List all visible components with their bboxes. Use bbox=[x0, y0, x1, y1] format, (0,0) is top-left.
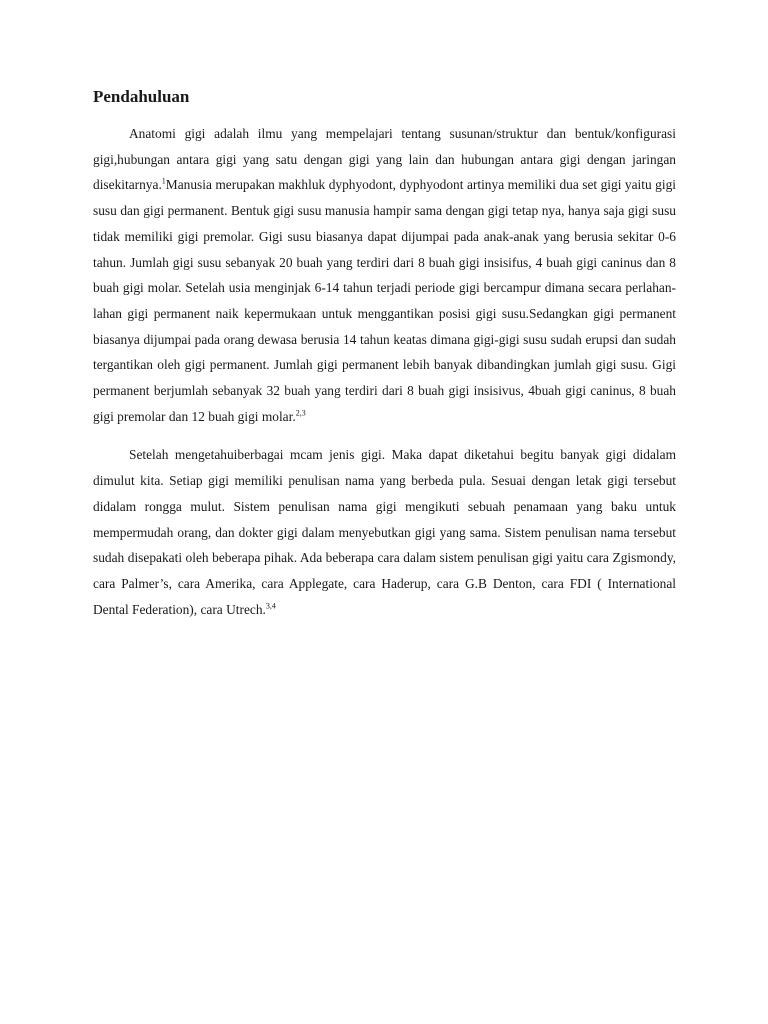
citation-1: 1 bbox=[161, 176, 166, 186]
paragraph-1-text-a: Anatomi gigi adalah ilmu yang mempelajari tentang susunan/struktur dan bentuk/konfigurasi gigi,hubungan antara gigi yang satu dengan gigi yang lain dan hubungan antara gigi dengan jaringan disekitarnya. bbox=[93, 126, 676, 193]
citation-3: 3,4 bbox=[265, 601, 276, 611]
paragraph-1 bbox=[93, 121, 676, 429]
paragraph-2 bbox=[93, 442, 676, 622]
paragraph-1-text-b: Manusia merupakan makhluk dyphyodont, dyphyodont artinya memiliki dua set gigi yaitu gigi susu dan gigi permanent. Bentuk gigi susu manusia hampir sama dengan gigi tetap nya, hanya saja gigi susu tidak memiliki gigi premolar. Gigi susu biasanya dapat dijumpai pada anak-anak yang berusia sekitar 0-6 tahun. Jumlah gigi susu sebanyak 20 buah yang terdiri dari 8 buah gigi insisifus, 4 buah gigi caninus dan 8 buah gigi molar. Setelah usia menginjak 6-14 tahun terjadi periode gigi bercampur dimana secara perlahan-lahan gigi permanent naik kepermukaan untuk menggantikan posisi gigi susu.Sedangkan gigi permanent biasanya dijumpai pada orang dewasa berusia 14 tahun keatas dimana gigi-gigi susu sudah erupsi dan sudah tergantikan oleh gigi permanent. Jumlah gigi permanent lebih banyak dibandingkan jumlah gigi susu. Gigi permanent berjumlah sebanyak 32 buah yang terdiri dari 8 buah gigi insisivus, 4buah gigi caninus, 8 buah gigi premolar dan 12 buah gigi molar. bbox=[93, 177, 676, 424]
document-page bbox=[93, 86, 676, 622]
citation-2: 2,3 bbox=[295, 408, 306, 418]
section-heading: Pendahuluan bbox=[93, 87, 190, 106]
paragraph-2-text: Setelah mengetahuiberbagai mcam jenis gigi. Maka dapat diketahui begitu banyak gigi didalam dimulut kita. Setiap gigi memiliki penulisan nama yang berbeda pula. Sesuai dengan letak gigi tersebut didalam rongga mulut. Sistem penulisan nama gigi mengikuti sebuah penamaan yang baku untuk mempermudah orang, dan dokter gigi dalam menyebutkan gigi yang sama. Sistem penulisan nama tersebut sudah disepakati oleh beberapa pihak. Ada beberapa cara dalam sistem penulisan gigi yaitu cara Zgismondy, cara Palmer’s, cara Amerika, cara Applegate, cara Haderup, cara G.B Denton, cara FDI ( International Dental Federation), cara Utrech. bbox=[93, 447, 676, 617]
